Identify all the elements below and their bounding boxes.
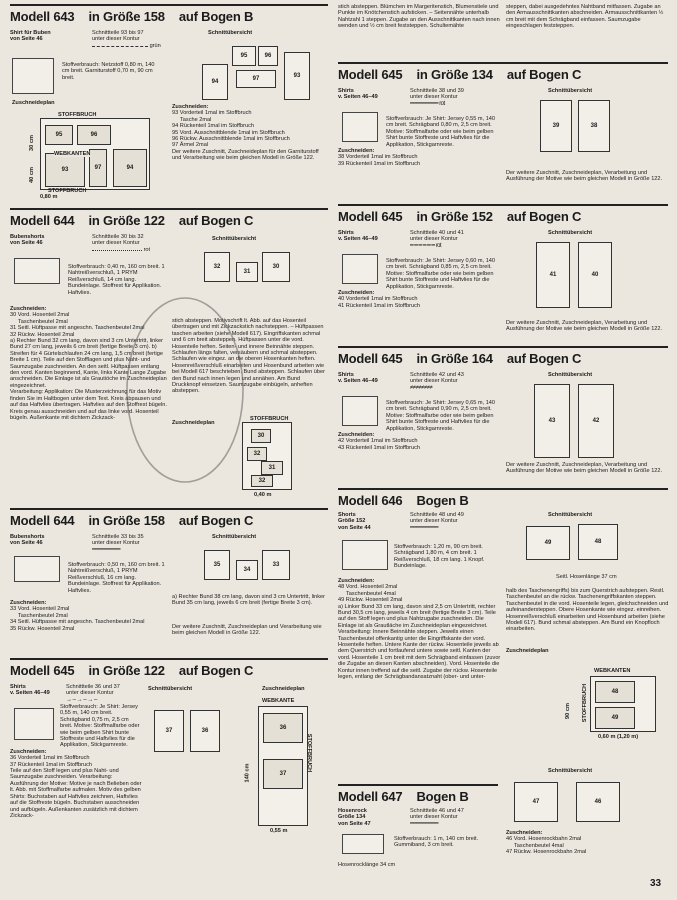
header-modell-644-158: Modell 644 in Größe 158 auf Bogen C — [10, 508, 328, 530]
overview-643: 94 95 97 96 93 — [196, 42, 328, 102]
header-modell-645-152: Modell 645 in Größe 152 auf Bogen C — [338, 204, 668, 226]
shirt-sketch — [12, 58, 54, 94]
header-modell-645-164: Modell 645 in Größe 164 auf Bogen C — [338, 346, 668, 368]
catalog-page: Modell 643 in Größe 158 auf Bogen B Shirt für Buben von Seite 46 Schnittteile 93 bis 97 unter dieser Kontur grün Stoffverbrauch: Netzstoff 0,80 m, 140 cm breit. Garniturstoff 0,70 m, 90 cm breit. Zuschneideplan 95 96 93 97 94 STOFFBRUCH WEBKANTEN STOFFBRUCH 30 cm 40 cm 0,80 m Schnittübersicht 94 95 97 96 93 Zuschneiden: 93 Vorderteil 1mal im Stoffbruch Tasche 2mal 94 Rückenteil 1mal im Stoffbruch 95 Vord. Ausschnittblende 1mal im Stoffbruch 96 Rückw. Ausschnittblende 1mal im Stoffbruch 97 Ärmel 2mal Der weitere Zuschnitt, Zuschneideplan für den Garniturstoff und Verarbeitung wie beim gleichen Modell in Größe 122. Modell 644 in Größe 122 auf Bogen C Bubenshorts von Seite 46 Schnittteile 30 bis 32 unter dieser Kontur rot Stoffverbrauch: 0,40 m, 160 cm breit. 1 Nahtreißverschluß, 1 PRYM Reißverschluß, 14 cm lang. Bundeinlage. Stoffrest für Applikation. Haftvlies. Zuschneiden: 30 Vord. Hosenteil 2mal Taschenbeutel 2mal 31 Seitl. Hüftpasse mit angeschn. Taschenbeutel 2mal 32 Rückw. Hosenteil 2mal a) Rechter Bund 32 cm lang, davon sind 3 cm Untertritt, linker Bund 27 cm lang, jeweils 6 cm breit (fertige Breite 3 cm). b) Streifen für 4 Gürtelschlaufen 24 cm lang, 1,5 cm breit (fertige Breite 1 cm). Teile auf den Stofflagen und plus Naht- und Saumzugabe zuschneiden. An den seitl. Hüftpassen entlang den vord. Kanten beginnend, Kante, links Kante Lange Zugabe anschneiden. Die Einlage ist als Grautiöche im Zuschneideplan eingezeichnet. Verarbeitung: Applikation: Die Musterzeichnung für das Motiv finden Sie im Haltbogen unter dem Text. Kreis abpausen und auf das Haftvlies übertragen. Haftvlies auf den Stoffrest bügeln. Kreis genau ausschneiden und auf das linke vord. Hosenteil bügeln. Außenkante mit dichtem Zickzack- Schnittübersicht 32 31 30 stich absteppen. Motivschrift lt. Abb. auf das Hosenteil übertragen und mit Zickzackstich nachsteppen. – Hüftpassen taschen arbeiten (siehe Modell 617). Eingriffskanten schmal und 6 cm breit absteppen. Hüftpassen unter die vord. Hosenteile heften. Seiten- und innere Beinnähte steppen. Schlaufen längs falten, versäubern und schmal absteppen. Schlaufen wie eingez. an die oberen Hosenkanten heften. Hosenreißverschluß einarbeiten und Hosenbund arbeiten wie bei Modell 617 beschrieben. Bund absteppen. Schlaufen über den Bund nach innen legen und annähen. Am Bund Druckknopf einsetzen. Saumzugabe einbügeln, anheften absteppen. Zuschneideplan 30 32 31 32 STOFFBRUCH 0,40 m Modell 644 in Größe 158 auf Bogen C Bubenshorts von Seite 46 Schnittteile 33 bis 35 unter dieser Kontur ━━━━━━━━━ Stoffverbrauch: 0,50 m, 160 cm breit. 1 Nahtreißverschluß, 1 PRYM Reißverschluß, 16 cm lang. Bundeinlage. Stoffrest für Applikation. Haftvlies. Zuschneiden: 33 Vord. Hosenteil 2mal Taschenbeutel 2mal 34 Seitl. Hüftpasse mit angeschn. Taschenbeutel 2mal 35 Rückw. Hosenteil 2mal Schnittübersicht 35 34 33 a) Rechter Bund 38 cm lang, davon sind 3 cm Untertritt, linker Bund 35 cm lang, jeweils 6 cm breit (fertige Breite 3 cm). Der weitere Zuschnitt, Zuschneideplan und Verarbeitung wie beim gleichen Modell in Größe 122. Modell 645 in Größe 122 auf Bogen C Shirts v. Seiten 46–49 Schnittteile 36 und 37 unter dieser Kontur → – → – → – Stoffverbrauch: Je Shirt: Jersey 0,55 m, 140 cm breit. Schrägband 0,75 m, 2,5 cm breit. Motive: Stoffmalfarbe oder wie beim gelben Shirt bunte Stoffreste und Haftvlies für die Applikation, Stickgarnreste. Zuschneiden: 36 Vorderteil 1mal im Stoffbruch 37 Rückenteil 1mal im Stoffbruch Teile auf den Stoff legen und plus Naht- und Saumzugabe zuschneiden. Verarbeitung: Ausführung der Motive: Motive je nach Belieben oder lt. Abb. mit Stoffmalfarbe aufmalen. Motiv des gelben Shirts: Buchstaben auf Haftvlies zeichnen, Haftvlies auf die Stoffreste bügeln. Buchstaben ausschneiden und aufbügeln. Außenkanten zusätzlich mit dichtem Zickzack- Schnittübersicht 37 36 Zuschneideplan WEBKANTE 36 37 140 cm STOFFBRUCH 0,55 m stich absteppen. Blümchen im Margeritenstich, Blumenstiele und Punkte im Knötchenstich aufsticken. – Seitennähte unterhalb Nahtzahl 1 steppen. Zugabe an den Ausschnittkanten nach innen wenden und ½ cm breit feststeppen. Schultemähte steppen, dabei ausgedehntes Nahtband mitfassen. Zugabe an den Armausschnittkanten abschneiden. Armausschnittkanten ½ cm breit mit dem Schrägband einfassen. Saumzugabe eingeschlagen feststeppen. Modell 645 in Größe 134 auf Bogen C Shirts v. Seiten 46–49 Schnittteile 38 und 39 unter dieser Kontur ━━━━━━━━━ rot Stoffverbrauch: Je Shirt: Jersey 0,55 m, 140 cm breit. Schrägband 0,80 m, 2,5 cm breit. Motive: Stoffmalfarbe oder wie beim gelben Shirt bunte Stoffreste und Haftvlies für die Applikation, Stickgarnreste. Zuschneiden: 38 Vorderteil 1mal im Stoffbruch 39 Rückenteil 1mal im Stoffbruch Schnittübersicht 39 38 Der weitere Zuschnitt, Zuschneideplan, Verarbeitung und Ausführung der Motive wie beim gleichen Modell in Größe 122. Modell 645 in Größe 152 auf Bogen C Shirts v. Seiten 46–49 Schnittteile 40 und 41 unter dieser Kontur ━ ━ ━ ━ ━ ━ rot Stoffverbrauch: Je Shirt: Jersey 0,60 m, 140 cm breit. Schrägband 0,85 m, 2,5 cm breit. Motive: Stoffmalfarbe oder wie beim gelben Shirt bunte Stoffreste und Haftvlies für die Applikation, Stickgarnreste. Zuschneiden: 40 Vorderteil 1mal im Stoffbruch 41 Rückenteil 1mal im Stoffbruch Schnittübersicht 41 40 Der weitere Zuschnitt, Zuschneideplan, Verarbeitung und Ausführung der Motive wie beim gleichen Modell in Größe 122. Modell 645 in Größe 164 auf Bogen C Shirts v. Seiten 46–49 Schnittteile 42 und 43 unter dieser Kontur ≠≠≠≠≠≠≠≠ Stoffverbrauch: Je Shirt: Jersey 0,65 m, 140 cm breit. Schrägband 0,90 m, 2,5 cm breit. Motive: Stoffmalfarbe oder wie beim gelben Shirt bunte Stoffreste und Haftvlies für die Applikation, Stickgarnreste. Zuschneiden: 42 Vorderteil 1mal im Stoffbruch 43 Rückenteil 1mal im Stoffbruch Schnittübersicht 43 42 Der weitere Zuschnitt, Zuschneideplan, Verarbeitung und Ausführung der Motive wie beim gleichen Modell in Größe 122. Modell 646 Bogen B Shorts Größe 152 von Seite 44 Schnittteile 48 und 49 unter dieser Kontur ━━━━━━━━━ Stoffverbrauch: 1,20 m, 90 cm breit. Schrägband 1,80 m, 4 cm breit. 1 Reißverschluß, 18 cm lang. 1 Knopf. Bundeinlage. Zuschneiden: 48 Vord. Hosenteil 2mal Taschenbeutel 4mal 49 Rückw. Hosenteil 2mal a) Linker Bund 33 cm lang, davon sind 2,5 cm Untertritt, rechter Bund 30,5 cm lang, jeweils 4 cm breit (fertige Breite 3 cm). Teile auf den Stoff legen und plus Nahtzugabe zuschneiden. Die Einlage ist als Grautläche im Zuschneideplan eingezeichnet. Verarbeitung: Innere Beinnähte steppen. Jeweils einen Taschenbeutel offenkantig unter die Eingriffskante der vord. Hosenteile heften. Untere Kante der rückw. Hosenteile jeweils ab dem Querstrich und fortlaufend untere sowie seitl. Kanten der vord. Hosenteile 1 cm breit mit dem Schrägband einfassen (zuvor die Zugabe an diesen Kanten abschneiden). Vord. Hosenteile die Kontur innen treffend auf die seitl. Zugabe der rückw. Hosenteile legen, entlang der Schrägbandansatznaht (ober- und unter- Schnittübersicht 49 48 Seitl. Hosenlänge 37 cm halb des Taschenengriffs) bis zum Querstrich aufsteppen. Restl. Taschenbeutel an die rückw. Taschenengriffskanten steppen. Taschenbeutel in die vord. Hosenteile legen, gleichschneiden und aufeinandersteppen. Obere Hosenkante wie eingez. einreihen. Hosenreißverschluß einarbeiten und Hosenbund arbeiten (siehe Modell 617). Bund schmal absteppen. Am Bund ein Knopfloch einarbeiten. Zuschneideplan WEBKANTEN 48 49 90 cm STOFFBRUCH 0,60 m (1,20 m) Modell 647 Bogen B Hosenrock Größe 134 von Seite 47 Schnittteile 46 und 47 unter dieser Kontur ━━━━━━━━━ Stoffverbrauch: 1 m, 140 cm breit. Gummiband, 3 cm breit. Hosenrocklänge 34 cm Schnittübersicht 47 46 Zuschneiden: 46 Vord. Hosenrockbahn 2mal Taschenbeutel 4mal 47 Rückw. Hosenrockbahn 2mal 33 — [0, 0, 677, 900]
parts-note: Schnittteile 93 bis 97 unter dieser Kontur grün — [92, 30, 161, 49]
header-modell-644-122: Modell 644 in Größe 122 auf Bogen C — [10, 208, 328, 230]
cut-list-643: Zuschneiden: 93 Vorderteil 1mal im Stoffbruch Tasche 2mal 94 Rückenteil 1mal im Stoffbruch 95 Vord. Ausschnittblende 1mal im Stoffbruch 96 Rückw. Ausschnittblende 1mal im Stoffbruch 97 Ärmel 2mal Der weitere Zuschnitt, Zuschneideplan für den Garniturstoff und Verarbeitung wie beim gleichen Modell in Größe 122. — [172, 104, 319, 162]
cutting-plan-645: 36 37 — [258, 706, 308, 826]
header-modell-647: Modell 647 Bogen B — [338, 784, 498, 806]
header-modell-645-134: Modell 645 in Größe 134 auf Bogen C — [338, 62, 668, 84]
plan-label: Zuschneideplan — [12, 100, 55, 106]
cutting-plan-646: 48 49 — [590, 676, 656, 732]
cutting-plan-644: 30 32 31 32 — [242, 422, 292, 490]
header-modell-646: Modell 646 Bogen B — [338, 488, 668, 510]
fabric-usage: Stoffverbrauch: Netzstoff 0,80 m, 140 cm breit. Garniturstoff 0,70 m, 90 cm breit. — [62, 62, 155, 81]
header-modell-645-122: Modell 645 in Größe 122 auf Bogen C — [10, 658, 328, 680]
text-644-122: Zuschneiden: 30 Vord. Hosenteil 2mal Taschenbeutel 2mal 31 Seitl. Hüftpasse mit angeschn. Taschenbeutel 2mal 32 Rückw. Hosenteil 2mal a) Rechter Bund 32 cm lang, davon sind 3 cm Untertritt, linker Bund 27 cm lang, jeweils 6 cm breit (fertige Breite 3 cm). b) Streifen für 4 Gürtelschlaufen 24 cm lang, 1,5 cm breit (fertige Breite 1 cm). Teile auf den Stofflagen und plus Naht- und Saumzugabe zuschneiden. An den seitl. Hüftpassen entlang den vord. Kanten beginnend, Kante, links Kante Lange Zugabe anschneiden. Die Einlage ist als Grautiöche im Zuschneideplan eingezeichnet. Verarbeitung: Applikation: Die Musterzeichnung für das Motiv finden Sie im Haltbogen unter dem Text. Kreis abpausen und auf das Haftvlies übertragen. Haftvlies auf den Stoffrest bügeln. Kreis genau ausschneiden und auf das linke vord. Hosenteil bügeln. Außenkante mit dichtem Zickzack- — [10, 306, 167, 421]
page-number: 33 — [650, 878, 662, 889]
header-modell-643: Modell 643 in Größe 158 auf Bogen B — [10, 4, 328, 26]
cutting-plan-643: 95 96 93 97 94 — [40, 118, 150, 190]
overview-label: Schnittübersicht — [208, 30, 253, 36]
circle-motif-icon — [110, 280, 260, 500]
garment-label: Shirt für Buben von Seite 46 — [10, 30, 51, 43]
shorts-sketch — [14, 258, 60, 284]
